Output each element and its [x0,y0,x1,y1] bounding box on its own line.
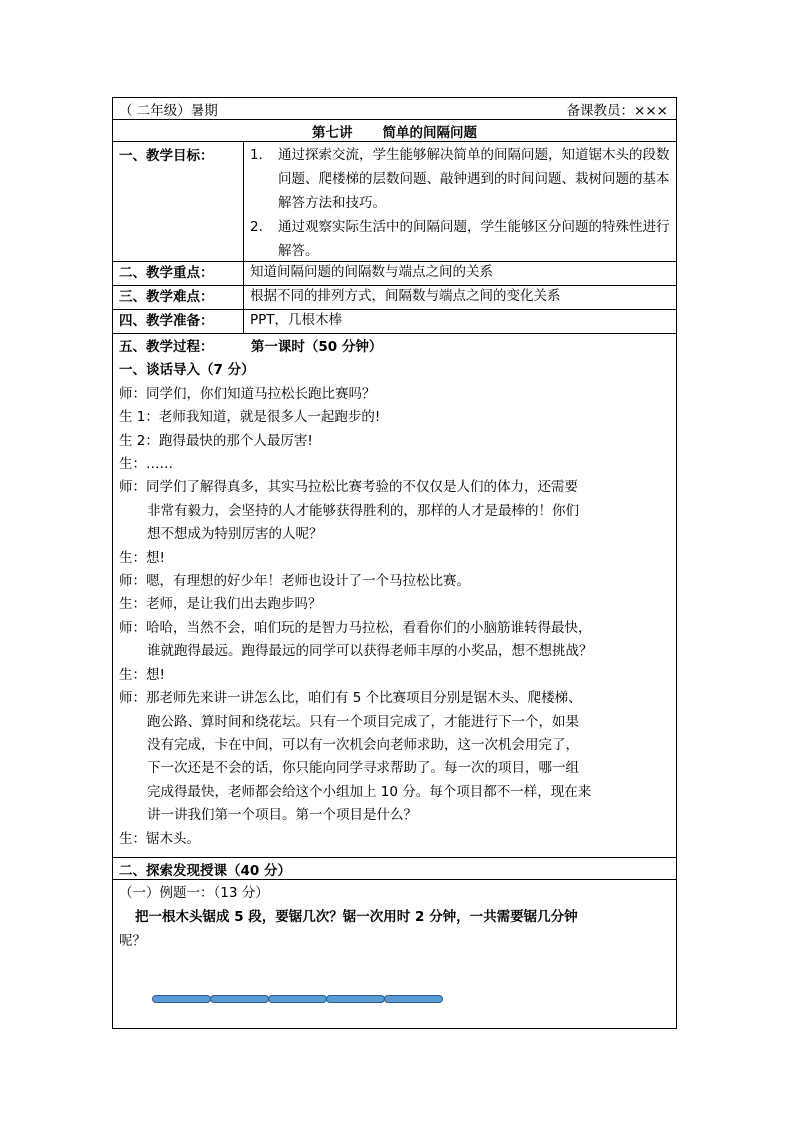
dialogue-line: 讲一讲我们第一个项目。第一个项目是什么？ [147,807,417,824]
dialogue-line: 生：锯木头。 [119,830,200,847]
example-question-cont: 呢？ [119,933,146,950]
dialogue-line: 完成得最快，老师都会给这个小组加上 10 分。每个项目都不一样，现在来 [147,783,592,800]
intro-heading: 一、谈话导入（7 分） [119,362,255,379]
process-heading [119,336,670,359]
goal-number: 2. [250,219,263,235]
dialogue-line: 非常有毅力，会坚持的人才能够获得胜利的，那样的人才是最棒的！你们 [147,502,579,519]
dialogue-line: 生：老师，是让我们出去跑步吗？ [119,596,322,613]
lesson-duration: 第一课时（50 分钟） [250,339,383,355]
preparation-row [113,310,676,334]
example-heading: （一）例题一：（13 分） [119,885,269,901]
log-segment [384,995,443,1003]
dialogue-line: 生：想! [119,666,165,683]
teacher-label: 备课教员：××× [566,102,668,119]
example-section [113,880,676,1028]
dialogue-line: 师：嗯，有理想的好少年！老师也设计了一个马拉松比赛。 [119,573,470,590]
dialogue-line: 生：…… [119,456,173,473]
key-points-row [113,262,676,286]
lecture-topic: 简单的间隔问题 [382,124,477,141]
process-heading-text: 五、教学过程： [119,339,214,355]
preparation-label: 四、教学准备： [113,310,244,333]
dialogue-line: 没有完成，卡在中间，可以有一次机会向老师求助，这一次机会用完了， [147,736,579,753]
goals-row [113,142,676,262]
example-question: 把一根木头锯成 5 段，要锯几次？锯一次用时 2 分钟，一共需要锯几分钟 [135,909,578,926]
header-row [113,98,676,120]
log-diagram [152,995,442,1003]
goals-label: 一、教学目标： [113,142,244,261]
key-points-text: 知道间隔问题的间隔数与端点之间的关系 [250,264,493,280]
title-row [113,120,676,142]
preparation-text: PPT，几根木棒 [250,312,343,328]
dialogue-line: 想不想成为特别厉害的人呢？ [147,526,323,543]
dialogue-line: 下一次还是不会的话，你只能向同学寻求帮助了。每一次的项目，哪一组 [147,760,579,777]
dialogue-line: 师：那老师先来讲一讲怎么比，咱们有 5 个比赛项目分别是锯木头、爬楼梯、 [119,690,582,707]
difficulties-text: 根据不同的排列方式，间隔数与端点之间的变化关系 [250,288,561,304]
log-segment [326,995,385,1003]
dialogue-line: 生 2：跑得最快的那个人最厉害! [119,432,313,449]
log-segment [268,995,327,1003]
difficulties-row [113,286,676,310]
dialogue-line: 师：哈哈，当然不会，咱们玩的是智力马拉松，看看你们的小脑筋谁转得最快， [119,619,592,636]
dialogue-line: 生：想! [119,549,165,566]
goal-item [250,143,672,215]
lesson-plan-table [112,97,677,1029]
goal-number: 1. [250,147,263,163]
difficulties-label: 三、教学难点： [113,286,244,309]
explore-heading: 二、探索发现授课（40 分） [113,858,676,880]
lecture-number: 第七讲 [312,124,353,141]
grade-term: （ 二年级）暑期 [119,102,218,119]
goal-item [250,215,672,263]
goal-text: 通过探索交流，学生能够解决简单的间隔问题，知道锯木头的段数问题、爬楼梯的层数问题、敲钟遇到的时间问题、栽树问题的基本解答方法和技巧。 [278,147,670,211]
log-segment [210,995,269,1003]
process-section [113,334,676,858]
key-points-label: 二、教学重点： [113,262,244,285]
dialogue-line: 生 1：老师我知道，就是很多人一起跑步的! [119,409,381,426]
log-segment [152,995,211,1003]
dialogue-line: 跑公路、算时间和绕花坛。只有一个项目完成了，才能进行下一个，如果 [147,713,579,730]
dialogue-line: 师：同学们了解得真多，其实马拉松比赛考验的不仅仅是人们的体力，还需要 [119,479,578,496]
goals-list [244,142,676,261]
dialogue-line: 师：同学们，你们知道马拉松长跑比赛吗？ [119,385,376,402]
dialogue-line: 谁就跑得最远。跑得最远的同学可以获得老师丰厚的小奖品，想不想挑战？ [147,643,593,660]
goal-text: 通过观察实际生活中的间隔问题，学生能够区分问题的特殊性进行解答。 [278,219,670,259]
